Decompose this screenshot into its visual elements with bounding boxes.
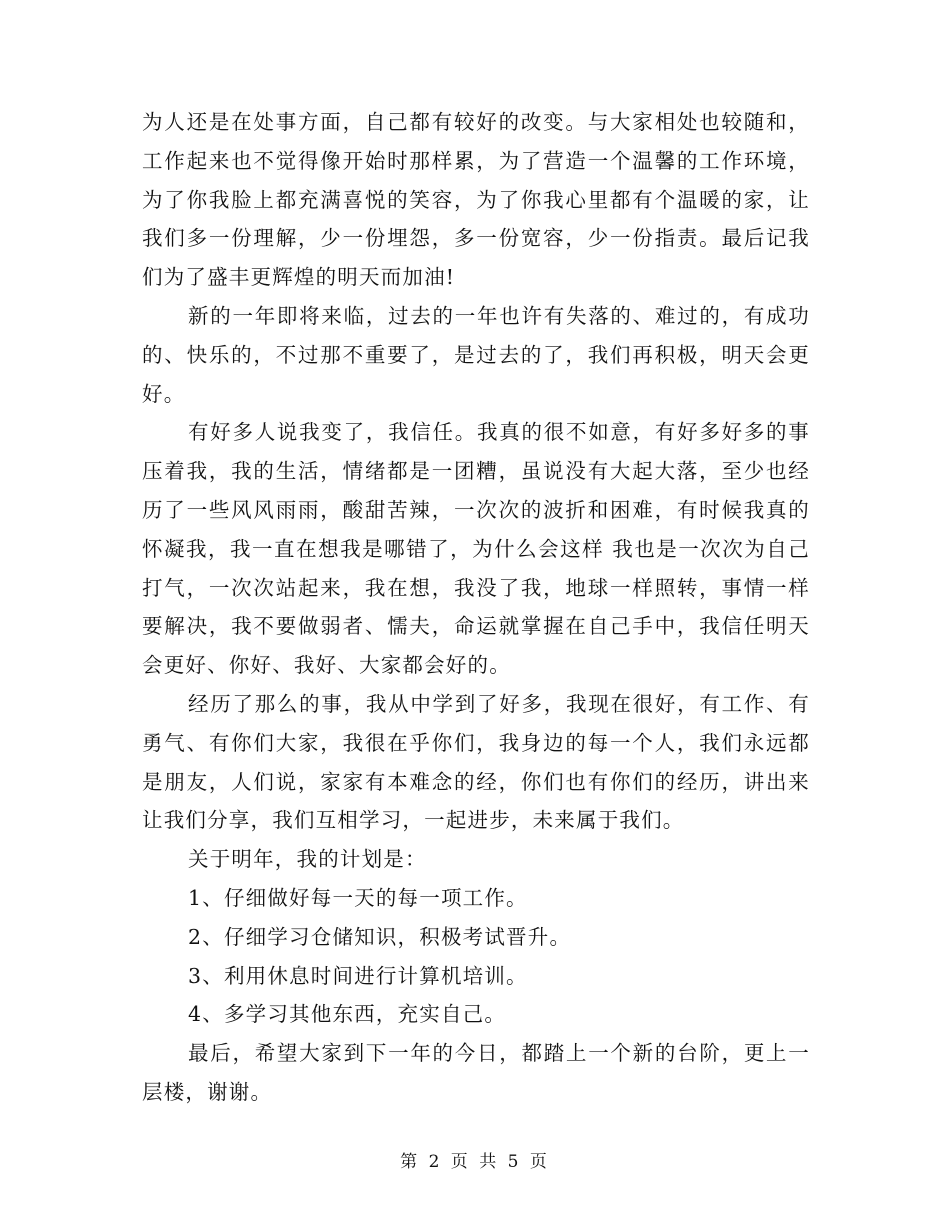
plan-heading: 关于明年，我的计划是： bbox=[188, 847, 427, 872]
document-body bbox=[142, 103, 810, 1112]
paragraph-2: 新的一年即将来临，过去的一年也许有失落的、难过的，有成功的、快乐的，不过那不重要了，是过去的了，我们再积极，明天会更好。 bbox=[142, 303, 810, 406]
plan-item-3: 3、利用休息时间进行计算机培训。 bbox=[188, 963, 528, 988]
paragraph-1: 为人还是在处事方面，自己都有较好的改变。与大家相处也较随和，工作起来也不觉得像开始时那样累，为了营造一个温馨的工作环境，为了你我脸上都充满喜悦的笑容，为了你我心里都有个温暖的家，让我们多一份理解，少一份埋怨，多一份宽容，少一份指责。最后记我们为了盛丰更辉煌的明天而加油! bbox=[142, 110, 810, 290]
plan-item-2: 2、仔细学习仓储知识，积极考试晋升。 bbox=[188, 924, 572, 949]
page-number-footer: 第 2 页 共 5 页 bbox=[400, 1152, 550, 1172]
plan-item-1: 1、仔细做好每一天的每一项工作。 bbox=[188, 885, 528, 910]
plan-item-4: 4、多学习其他东西，充实自己。 bbox=[188, 1002, 507, 1027]
closing-paragraph: 最后，希望大家到下一年的今日，都踏上一个新的台阶，更上一层楼，谢谢。 bbox=[142, 1041, 810, 1104]
paragraph-3: 有好多人说我变了，我信任。我真的很不如意，有好多好多的事压着我，我的生活，情绪都是一团糟，虽说没有大起大落，至少也经历了一些风风雨雨，酸甜苦辣，一次次的波折和困难，有时候我真的怀凝我，我一直在想我是哪错了，为什么会这样 我也是一次次为自己打气，一次次站起来，我在想，我没了我，地球一样照转，事情一样要解决，我不要做弱者、懦夫，命运就掌握在自己手中，我信任明天会更好、你好、我好、大家都会好的。 bbox=[142, 420, 810, 678]
paragraph-4: 经历了那么的事，我从中学到了好多，我现在很好，有工作、有勇气、有你们大家，我很在乎你们，我身边的每一个人，我们永远都是朋友，人们说，家家有本难念的经，你们也有你们的经历，讲出来让我们分享，我们互相学习，一起进步，未来属于我们。 bbox=[142, 691, 810, 833]
